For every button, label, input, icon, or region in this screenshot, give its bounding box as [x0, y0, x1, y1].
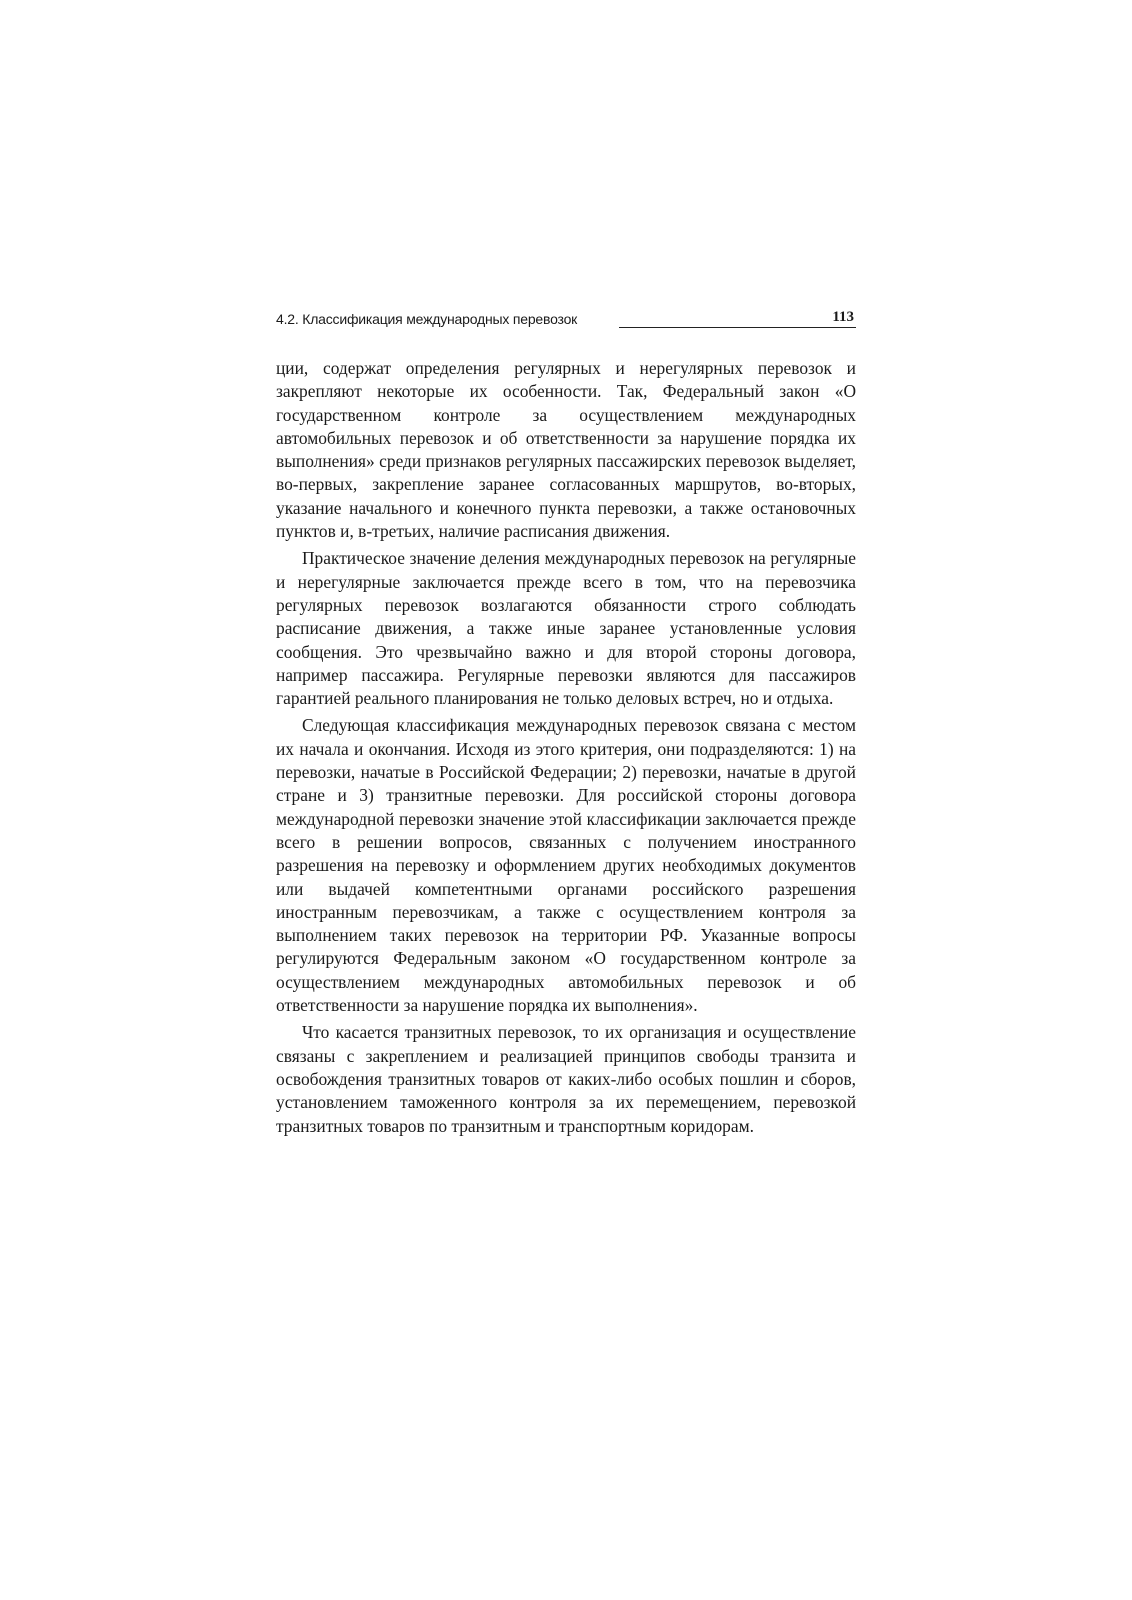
running-header [276, 307, 856, 331]
paragraph-classification-by-origin: Следующая классификация международных перевозок связана с местом их начала и окончания. Исходя из этого критерия, они подразделяются: 1) на перевозки, начатые в Российской Федерации; 2) перевозки, начатые в другой стране и 3) транзитные перевозки. Для российской стороны договора международной перевозки значение этой классификации заключается прежде всего в решении вопросов, связанных с получением иностранного разрешения на перевозку и оформлением других необходимых документов или выдачей компетентными органами российского разрешения иностранным перевозчикам, а также с осуществлением контроля за выполнением таких перевозок на территории РФ. Указанные вопросы регулируются Федеральным законом «О государственном контроле за осуществлением международных автомобильных перевозок и об ответственности за нарушение порядка их выполнения». [276, 715, 856, 1016]
paragraph-transit-transport: Что касается транзитных перевозок, то их организация и осуществление связаны с закреплением и реализацией принципов свободы транзита и освобождения транзитных товаров от каких-либо особых пошлин и сборов, установлением таможенного контроля за их перемещением, перевозкой транзитных товаров по транзитным и транспортным коридорам. [276, 1022, 856, 1136]
paragraph-practical-significance: Практическое значение деления международных перевозок на регулярные и нерегулярные заключается прежде всего в том, что на перевозчика регулярных перевозок возлагаются обязанности строго соблюдать расписание движения, а также иные заранее установленные условия сообщения. Это чрезвычайно важно и для второй стороны договора, например пассажира. Регулярные перевозки являются для пассажиров гарантией реального планирования не только деловых встреч, но и отдыха. [276, 548, 856, 709]
body-text [276, 357, 856, 1138]
page-number: 113 [832, 309, 854, 325]
running-header-title: 4.2. Классификация международных перевозок [276, 311, 578, 327]
header-rule [619, 327, 856, 328]
paragraph-continuation: ции, содержат определения регулярных и нерегулярных перевозок и закрепляют некоторые их особенности. Так, Федеральный закон «О государственном контроле за осуществлением международных автомобильных перевозок и об ответственности за нарушение порядка их выполнения» среди признаков регулярных пассажирских перевозок выделяет, во-первых, закрепление заранее согласованных маршрутов, во-вторых, указание начального и конечного пункта перевозки, а также остановочных пунктов и, в-третьих, наличие расписания движения. [276, 358, 856, 542]
